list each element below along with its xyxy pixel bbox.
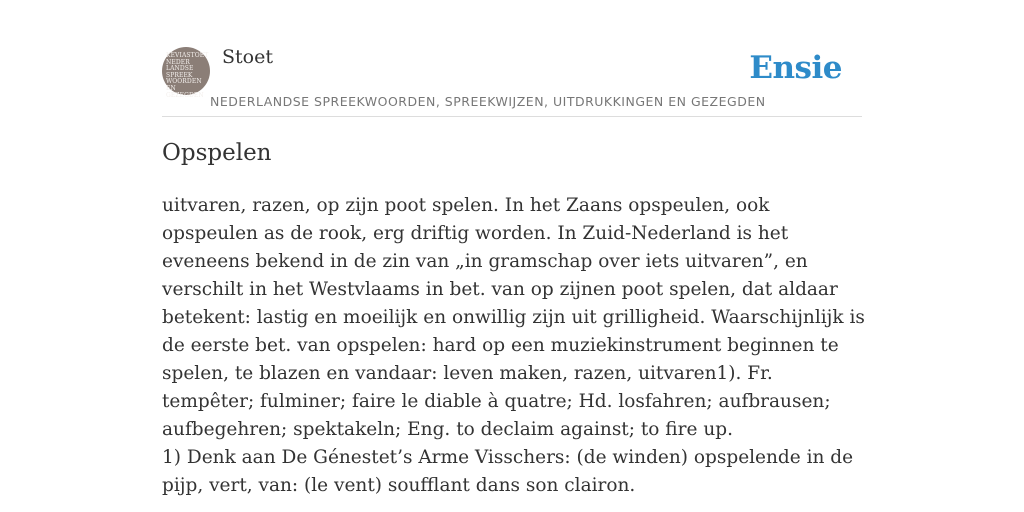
avatar-text: KEVIASTOET NEDER LANDSE SPREEK WOORDEN EN GEZEGDEN: [166, 52, 209, 99]
source-subtitle: NEDERLANDSE SPREEKWOORDEN, SPREEKWIJZEN, UITDRUKKINGEN EN GEZEGDEN: [210, 94, 766, 109]
entry-title: Opspelen: [162, 140, 272, 166]
entry-body: [162, 192, 867, 500]
entry-footnote: 1) Denk aan De Génestet’s Arme Visschers: (de winden) opspelende in de pijp, vert, van: (le vent) soufflant dans son clairon.: [162, 447, 854, 496]
entry-paragraph: uitvaren, razen, op zijn poot spelen. In het Zaans opspeulen, ook opspeulen as de rook, erg driftig worden. In Zuid-Nederland is het eveneens bekend in de zin van „in gramschap over iets uitvaren”, en verschilt in het Westvlaams in bet. van op zijnen poot spelen, dat aldaar betekent: lastig en moeilijk en onwillig zijn uit grilligheid. Waarschijnlijk is de eerste bet. van opspelen: hard op een muziekinstrument beginnen te spelen, te blazen en vandaar: leven maken, razen, uitvaren1). Fr. tempêter; fulminer; faire le diable à quatre; Hd. losfahren; aufbrausen; aufbegehren; spektakeln; Eng. to declaim against; to fire up.: [162, 195, 865, 440]
source-avatar[interactable]: [162, 47, 210, 99]
source-title[interactable]: Stoet: [222, 46, 273, 68]
ensie-logo[interactable]: Ensie: [749, 50, 842, 86]
site-header: [162, 44, 862, 117]
